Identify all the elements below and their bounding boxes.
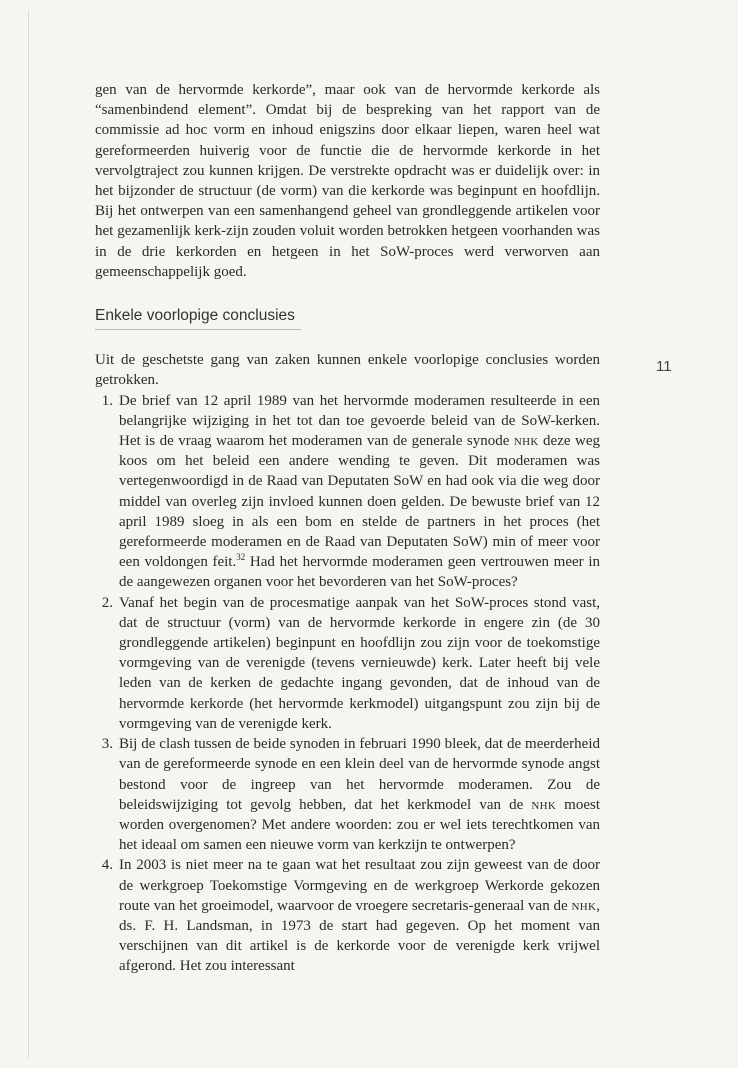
item-text: Bij de clash tussen de beide synoden in februari 1990 bleek, dat de meerderheid van de gereformeerde synode en een klein deel van de hervormde synode angst bestond voor de ingreep van het hervormde moderamen. Zou de beleidswijziging tot gevolg hebben, dat het kerkmodel van de	[119, 736, 600, 813]
item-number: 1.	[101, 392, 113, 409]
item-text: , ds. F. H. Landsman, in 1973 de start had gegeven. Op het moment van verschijnen van dit artikel is de kerkorde voor de verenigde kerk vrijwel afgerond. Het zou interessant	[119, 897, 600, 975]
intro-paragraph: Uit de geschetste gang van zaken kunnen enkele voorlopige conclusies worden getrokken.	[95, 352, 600, 389]
item-text: Had het hervormde moderamen geen vertrouwen meer in de aangewezen organen voor het bevorderen van het SoW-proces?	[119, 554, 600, 591]
section-heading: Enkele voorlopige conclusies	[95, 306, 301, 330]
conclusions-list	[95, 391, 600, 977]
footnote-ref: 32	[236, 552, 246, 563]
item-text: In 2003 is niet meer na te gaan wat het resultaat zou zijn geweest van de door de werkgroep Toekomstige Vormgeving en de werkgroep Werkorde gekozen route van het groeimodel, waarvoor de vroegere secretaris-generaal van de	[119, 857, 600, 914]
abbreviation: nhk	[571, 897, 597, 914]
list-item	[101, 734, 600, 855]
paragraph-continued: gen van de hervormde kerkorde”, maar ook van de hervormde kerkorde als “samenbindend element”. Omdat bij de bespreking van het rapport van de commissie ad hoc vorm en inhoud enigszins door elkaar liepen, waren heel wat gereformeerden huiverig voor de functie die de hervormde kerkorde in het vervolgtraject zou kunnen krijgen. De verstrekte opdracht was er duidelijk over: in het bijzonder de structuur (de vorm) van die kerkorde was beginpunt en hoofdlijn. Bij het ontwerpen van een samenhangend geheel van grondleggende artikelen voor het gezamenlijk kerk-zijn zouden voluit worden betrokken hetgeen voorhanden was in de drie kerkorden en hetgeen in het SoW-proces werd verworven aan gemeenschappelijk goed.	[95, 82, 600, 280]
item-text: De brief van 12 april 1989 van het hervormde moderamen resulteerde in een belangrijke wijziging in het tot dan toe gevoerde beleid van de SoW-kerken. Het is de vraag waarom het moderamen van de generale synode	[119, 392, 600, 450]
item-text: deze weg koos om het beleid een andere wending te geven. Dit moderamen was vertegenwoordigd in de Raad van Deputaten SoW en had ook via die weg door middel van overleg zijn invloed kunnen doen gelden. De bewuste brief van 12 april 1989 sloeg in als een bom en stelde de partners in het proces (het gereformeerde moderamen en de Raad van Deputaten SoW) min of meer voor een voldongen feit.	[119, 433, 600, 571]
body-text	[95, 80, 600, 977]
list-item	[101, 391, 600, 593]
left-margin-rule	[28, 10, 29, 1058]
item-number: 4.	[101, 857, 113, 874]
list-item	[101, 593, 600, 734]
item-number: 3.	[101, 736, 113, 753]
page-number: 11	[656, 358, 672, 375]
item-text: moest worden overgenomen? Met andere woorden: zou er wel iets terechtkomen van het ideaal om samen een nieuwe vorm van kerkzijn te ontwerpen?	[119, 796, 600, 854]
list-item	[101, 855, 600, 976]
item-number: 2.	[101, 594, 113, 611]
abbreviation: nhk	[531, 796, 557, 813]
abbreviation: nhk	[513, 433, 539, 450]
item-text: Vanaf het begin van de procesmatige aanpak van het SoW-proces stond vast, dat de structuur (vorm) van de hervormde kerkorde in engere zin (de 30 grondleggende artikelen) beginpunt en hoofdlijn zou zijn voor de toekomstige vormgeving van de verenigde (tevens vernieuwde) kerk. Later heeft bij vele leden van de kerken de gedachte ingang gevonden, dat de inhoud van de hervormde kerkorde (het hervormde kerkmodel) uitgangspunt zou zijn bij de vormgeving van de verenigde kerk.	[119, 594, 600, 732]
